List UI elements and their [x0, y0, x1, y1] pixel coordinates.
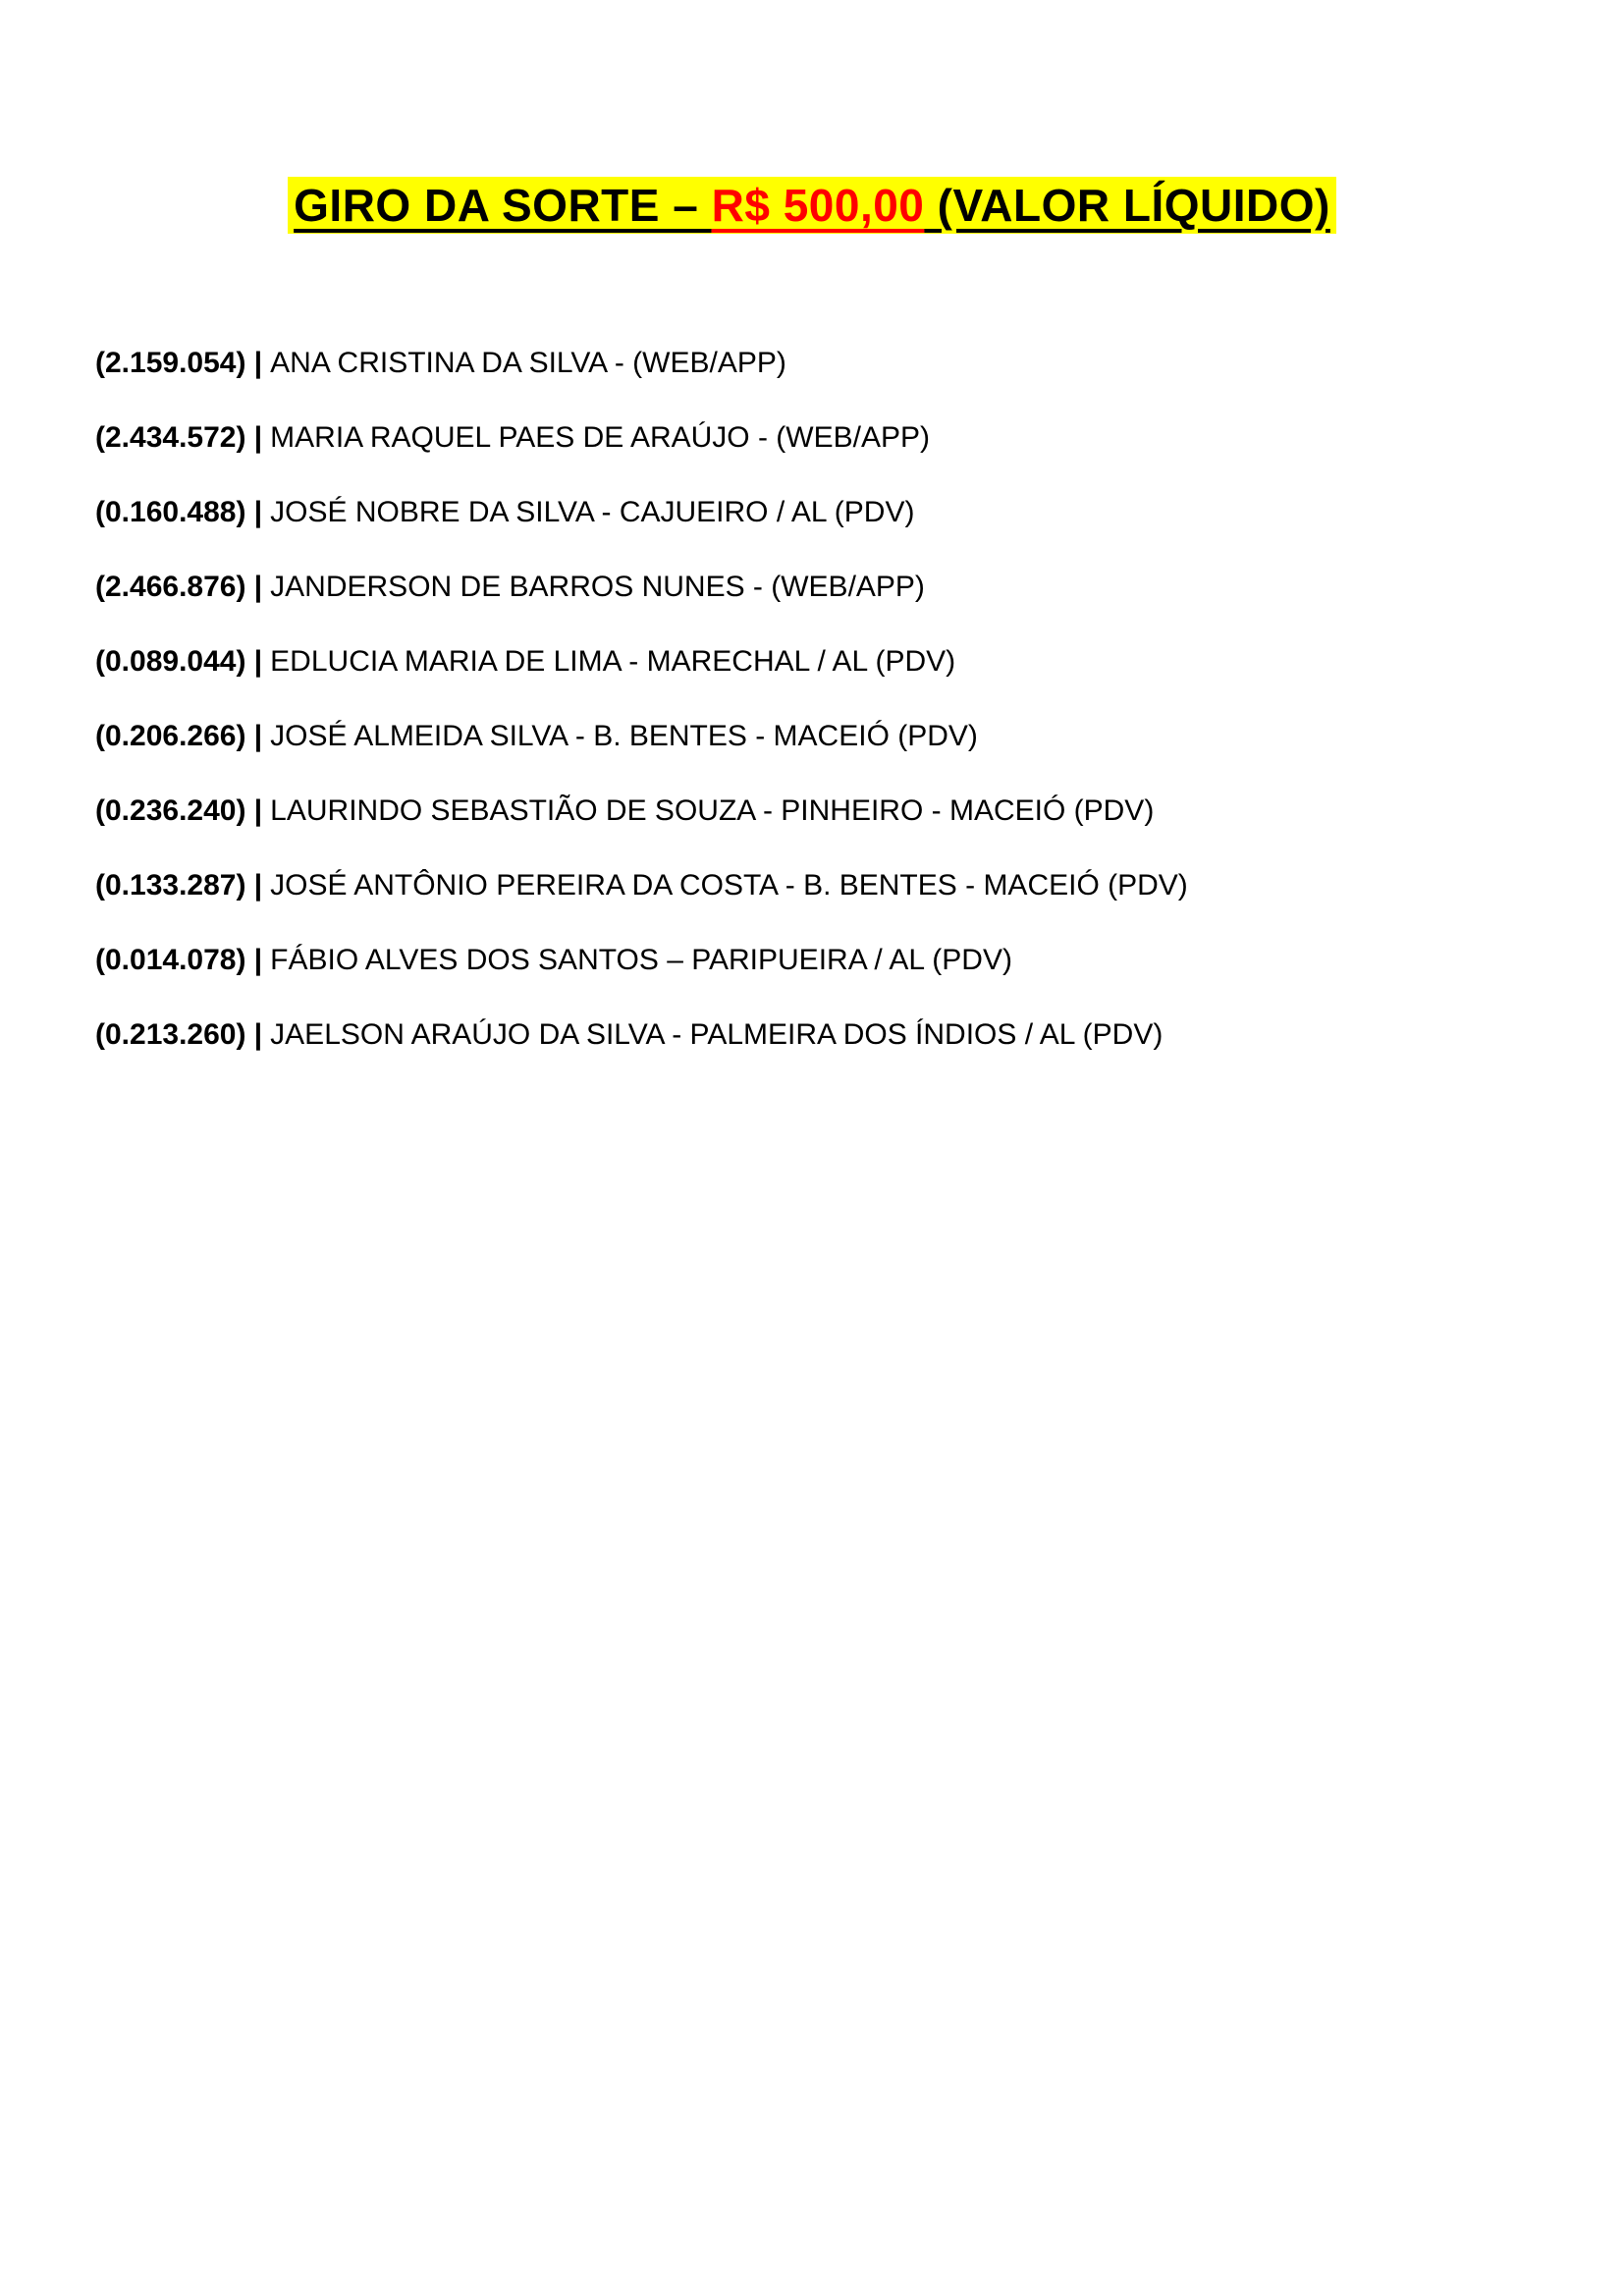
list-item — [95, 421, 1188, 455]
entry-code: (2.466.876) | — [95, 571, 263, 603]
list-item — [95, 1018, 1188, 1052]
entry-code: (2.159.054) | — [95, 347, 263, 379]
list-item — [95, 720, 1188, 753]
entry-name: JANDERSON DE BARROS NUNES - (WEB/APP) — [270, 571, 925, 603]
list-item — [95, 645, 1188, 679]
entry-name: LAURINDO SEBASTIÃO DE SOUZA - PINHEIRO - MACEIÓ (PDV) — [270, 794, 1155, 827]
entry-name: JOSÉ ALMEIDA SILVA - B. BENTES - MACEIÓ (PDV) — [270, 720, 978, 752]
page-title — [0, 177, 1624, 234]
entry-name: JAELSON ARAÚJO DA SILVA - PALMEIRA DOS ÍNDIOS / AL (PDV) — [270, 1018, 1164, 1051]
entry-code: (0.014.078) | — [95, 944, 263, 976]
winners-list — [95, 347, 1188, 1093]
list-item — [95, 571, 1188, 604]
entry-code: (0.133.287) | — [95, 869, 263, 902]
list-item — [95, 794, 1188, 828]
title-amount: R$ 500,00 — [711, 180, 925, 231]
entry-name: MARIA RAQUEL PAES DE ARAÚJO - (WEB/APP) — [270, 421, 930, 454]
entry-name: JOSÉ ANTÔNIO PEREIRA DA COSTA - B. BENTES - MACEIÓ (PDV) — [270, 869, 1188, 902]
list-item — [95, 869, 1188, 902]
entry-code: (2.434.572) | — [95, 421, 263, 454]
entry-name: ANA CRISTINA DA SILVA - (WEB/APP) — [270, 347, 786, 379]
list-item — [95, 496, 1188, 529]
list-item — [95, 347, 1188, 380]
entry-code: (0.089.044) | — [95, 645, 263, 678]
list-item — [95, 944, 1188, 977]
entry-code: (0.236.240) | — [95, 794, 263, 827]
entry-code: (0.213.260) | — [95, 1018, 263, 1051]
entry-name: FÁBIO ALVES DOS SANTOS – PARIPUEIRA / AL (PDV) — [270, 944, 1012, 976]
entry-code: (0.160.488) | — [95, 496, 263, 528]
title-suffix: (VALOR LÍQUIDO) — [924, 180, 1330, 231]
title-prefix: GIRO DA SORTE – — [294, 180, 712, 231]
title-highlight — [288, 177, 1336, 234]
entry-name: EDLUCIA MARIA DE LIMA - MARECHAL / AL (PDV) — [270, 645, 956, 678]
entry-code: (0.206.266) | — [95, 720, 263, 752]
entry-name: JOSÉ NOBRE DA SILVA - CAJUEIRO / AL (PDV) — [270, 496, 915, 528]
